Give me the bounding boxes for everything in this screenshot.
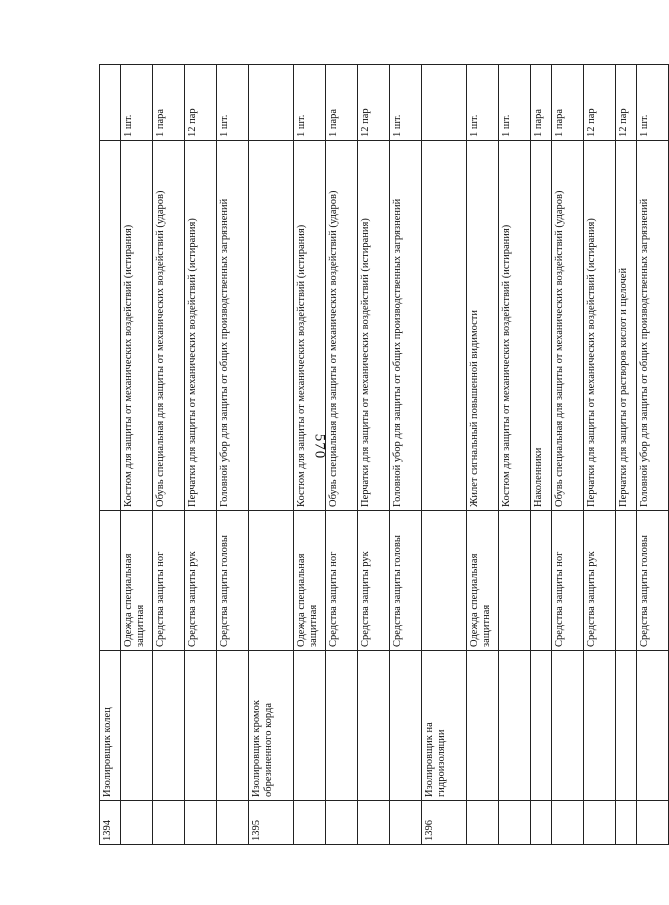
ppe-item-cell: Костюм для защиты от механических воздействий (истирания) xyxy=(499,141,531,511)
ppe-quantity-cell: 12 пар xyxy=(358,65,390,141)
profession-name-cell xyxy=(294,651,326,801)
table-row xyxy=(217,65,249,845)
ppe-category-cell: Одежда специальная защитная xyxy=(294,511,326,651)
profession-number-cell xyxy=(584,801,616,845)
ppe-table-container xyxy=(99,65,650,845)
ppe-item-cell: Перчатки для защиты от механических воздействий (истирания) xyxy=(358,141,390,511)
ppe-quantity-cell: 1 пара xyxy=(531,65,552,141)
table-row xyxy=(326,65,358,845)
ppe-item-cell xyxy=(422,141,467,511)
table-row xyxy=(616,65,637,845)
profession-number-cell xyxy=(499,801,531,845)
ppe-table xyxy=(99,64,669,845)
ppe-item-cell xyxy=(249,141,294,511)
profession-name-cell xyxy=(121,651,153,801)
ppe-category-cell: Средства защиты головы xyxy=(390,511,422,651)
profession-number-cell xyxy=(217,801,249,845)
table-row xyxy=(467,65,499,845)
ppe-category-cell xyxy=(100,511,121,651)
profession-name-cell xyxy=(531,651,552,801)
table-row xyxy=(294,65,326,845)
ppe-item-cell: Костюм для защиты от механических воздействий (истирания) xyxy=(121,141,153,511)
profession-number-cell xyxy=(153,801,185,845)
profession-number-cell xyxy=(390,801,422,845)
profession-number-cell xyxy=(294,801,326,845)
table-row xyxy=(390,65,422,845)
ppe-item-cell: Наколенники xyxy=(531,141,552,511)
ppe-category-cell xyxy=(422,511,467,651)
profession-name-cell xyxy=(499,651,531,801)
profession-name-cell xyxy=(390,651,422,801)
ppe-quantity-cell: 12 пар xyxy=(616,65,637,141)
ppe-quantity-cell: 1 пара xyxy=(153,65,185,141)
ppe-category-cell: Средства защиты ног xyxy=(153,511,185,651)
profession-number-cell: 1394 xyxy=(100,801,121,845)
profession-name-cell xyxy=(467,651,499,801)
ppe-quantity-cell: 1 шт. xyxy=(637,65,669,141)
ppe-quantity-cell: 12 пар xyxy=(584,65,616,141)
ppe-quantity-cell: 12 пар xyxy=(185,65,217,141)
profession-number-cell xyxy=(616,801,637,845)
ppe-category-cell: Одежда специальная защитная xyxy=(467,511,499,651)
ppe-table-rotated xyxy=(99,65,650,845)
ppe-category-cell: Средства защиты ног xyxy=(326,511,358,651)
profession-name-cell: Изолировщик на гидроизоляции xyxy=(422,651,467,801)
ppe-quantity-cell: 1 шт. xyxy=(499,65,531,141)
profession-number-cell xyxy=(637,801,669,845)
ppe-quantity-cell: 1 пара xyxy=(326,65,358,141)
ppe-category-cell xyxy=(531,511,552,651)
ppe-item-cell: Обувь специальная для защиты от механических воздействий (ударов) xyxy=(326,141,358,511)
ppe-quantity-cell: 1 пара xyxy=(552,65,584,141)
ppe-category-cell: Одежда специальная защитная xyxy=(121,511,153,651)
ppe-item-cell: Обувь специальная для защиты от механических воздействий (ударов) xyxy=(153,141,185,511)
profession-number-cell: 1396 xyxy=(422,801,467,845)
table-row xyxy=(185,65,217,845)
table-row xyxy=(552,65,584,845)
ppe-item-cell: Жилет сигнальный повышенной видимости xyxy=(467,141,499,511)
ppe-quantity-cell: 1 шт. xyxy=(121,65,153,141)
profession-number-cell xyxy=(531,801,552,845)
table-row xyxy=(153,65,185,845)
ppe-quantity-cell xyxy=(422,65,467,141)
ppe-quantity-cell: 1 шт. xyxy=(467,65,499,141)
ppe-category-cell: Средства защиты головы xyxy=(217,511,249,651)
profession-name-cell xyxy=(552,651,584,801)
profession-name-cell xyxy=(616,651,637,801)
profession-number-cell xyxy=(185,801,217,845)
ppe-category-cell xyxy=(499,511,531,651)
ppe-table-body xyxy=(100,65,669,845)
ppe-category-cell: Средства защиты рук xyxy=(584,511,616,651)
profession-name-cell xyxy=(584,651,616,801)
ppe-category-cell: Средства защиты ног xyxy=(552,511,584,651)
profession-name-cell xyxy=(637,651,669,801)
ppe-item-cell: Костюм для защиты от механических воздействий (истирания) xyxy=(294,141,326,511)
ppe-category-cell xyxy=(616,511,637,651)
table-row-profession xyxy=(100,65,121,845)
profession-name-cell xyxy=(185,651,217,801)
profession-number-cell: 1395 xyxy=(249,801,294,845)
ppe-quantity-cell xyxy=(100,65,121,141)
profession-name-cell: Изолировщик колец xyxy=(100,651,121,801)
table-row xyxy=(499,65,531,845)
ppe-item-cell: Перчатки для защиты от растворов кислот и щелочей xyxy=(616,141,637,511)
ppe-item-cell: Перчатки для защиты от механических воздействий (истирания) xyxy=(584,141,616,511)
ppe-quantity-cell: 1 шт. xyxy=(217,65,249,141)
table-row xyxy=(584,65,616,845)
profession-number-cell xyxy=(358,801,390,845)
ppe-quantity-cell xyxy=(249,65,294,141)
table-row xyxy=(531,65,552,845)
ppe-category-cell xyxy=(249,511,294,651)
profession-name-cell xyxy=(358,651,390,801)
ppe-item-cell: Головной убор для защиты от общих производственных загрязнений xyxy=(217,141,249,511)
profession-name-cell xyxy=(326,651,358,801)
ppe-item-cell: Головной убор для защиты от общих производственных загрязнений xyxy=(390,141,422,511)
table-row xyxy=(358,65,390,845)
table-row xyxy=(121,65,153,845)
profession-number-cell xyxy=(121,801,153,845)
table-row xyxy=(637,65,669,845)
ppe-quantity-cell: 1 шт. xyxy=(390,65,422,141)
profession-name-cell xyxy=(217,651,249,801)
ppe-item-cell xyxy=(100,141,121,511)
ppe-category-cell: Средства защиты рук xyxy=(358,511,390,651)
page-number: 570 xyxy=(311,433,328,460)
ppe-item-cell: Обувь специальная для защиты от механических воздействий (ударов) xyxy=(552,141,584,511)
profession-number-cell xyxy=(326,801,358,845)
ppe-quantity-cell: 1 шт. xyxy=(294,65,326,141)
ppe-item-cell: Перчатки для защиты от механических воздействий (истирания) xyxy=(185,141,217,511)
ppe-category-cell: Средства защиты рук xyxy=(185,511,217,651)
profession-number-cell xyxy=(552,801,584,845)
ppe-category-cell: Средства защиты головы xyxy=(637,511,669,651)
table-row-profession xyxy=(422,65,467,845)
profession-name-cell xyxy=(153,651,185,801)
profession-name-cell: Изолировщик кромок обрезиненного корда xyxy=(249,651,294,801)
table-row-profession xyxy=(249,65,294,845)
ppe-item-cell: Головной убор для защиты от общих производственных загрязнений xyxy=(637,141,669,511)
profession-number-cell xyxy=(467,801,499,845)
